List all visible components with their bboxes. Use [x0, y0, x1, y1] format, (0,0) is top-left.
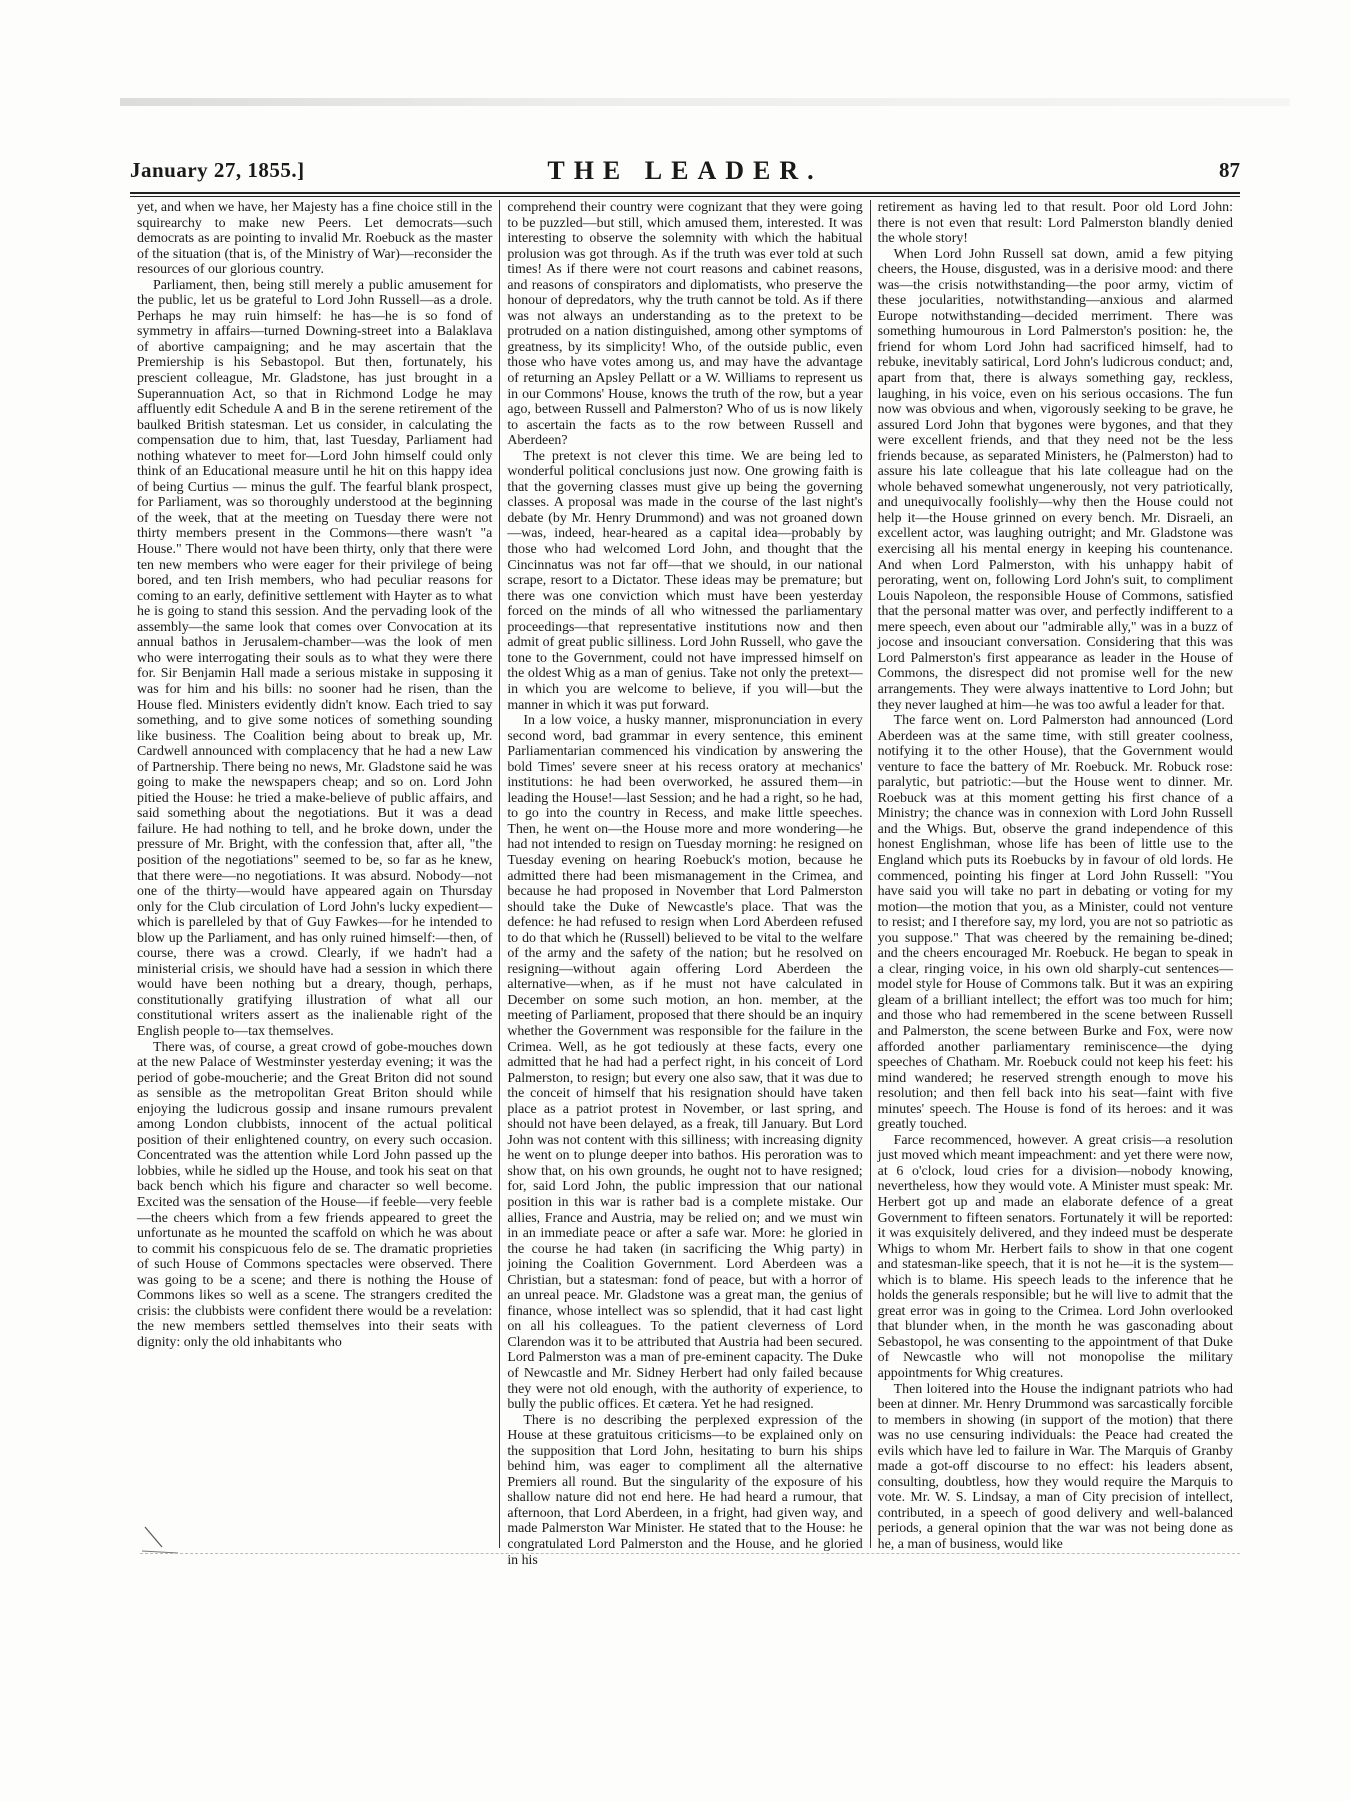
scan-bottom-edge — [140, 1553, 1240, 1554]
scan-top-edge — [120, 98, 1290, 106]
column-1 — [130, 200, 499, 1548]
paragraph: There is no describing the perplexed expression of the House at these gratuitous criticisms—to be explained only on the supposition that Lord John, hesitating to burn his ships behind him, was eager to compliment all the alternative Premiers all round. But the singularity of the exposure of his shallow nature did not end here. He had heard a rumour, that afternoon, that Lord Aberdeen, in a fright, had given way, and made Palmerston War Minister. He stated that to the House: he congratulated Lord Palmerston and the House, and he gloried in his — [507, 1412, 863, 1568]
newspaper-title: THE LEADER. — [547, 156, 823, 185]
paragraph: Parliament, then, being still merely a public amusement for the public, let us be grateful to Lord John Russell—as a drole. Perhaps he may ruin himself: he has—he is so fond of symmetry in affairs—turned Downing-street into a Balaklava of abortive campaigning; and he may ascertain that the Premiership is his Sebastopol. But then, fortunately, his prescient colleague, Mr. Gladstone, has just brought in a Superannuation Act, so that in Richmond Lodge he may affluently edit Schedule A and B in the serene retirement of the baulked British statesman. Let us consider, in calculating the compensation due to him, that, last Tuesday, Parliament had nothing whatever to meet for—Lord John himself could only think of an Educational measure until he hit on this happy idea of being Curtius — minus the gulf. The fearful blank prospect, for Parliament, was so thoroughly understood at the beginning of the week, that at the meeting on Tuesday there were not thirty members present in the Commons—there wasn't "a House." There would not have been thirty, only that there were ten new members who were eager for their privilege of being bored, and ten Irish members, who had peculiar reasons for coming to an early, definitive settlement with Hayter as to what he is going to stand this session. And the pervading look of the assembly—the same look that comes over Convocation at its annual bathos in Jerusalem-chamber—was the look of men who were interrogating their souls as to what they were there for. Sir Benjamin Hall made a serious mistake in supposing it was for him and his bills: no sooner had he risen, than the House fled. Ministers evidently didn't know. Each tried to say something, and to give some notices of something sounding like business. The Coalition being about to break up, Mr. Cardwell announced with complacency that he had a new Law of Partnership. There being no news, Mr. Gladstone said he was going to make the newspapers cheap; and so on. Lord John pitied the House: he tried a make-believe of public affairs, and said something about the negotiations. But it was a dead failure. He had nothing to tell, and he broke down, under the pressure of Mr. Bright, with the confession that, after all, "the position of the negotiations" seemed to be, so far as he knew, that there were—no negotiations. It was absurd. Nobody—not one of the thirty—would have appeared again on Thursday only for the Club circulation of Lord John's lucky expedient—which is parelleled by that of Guy Fawkes—for he intended to blow up the Parliament, and has only ruined himself:—then, of course, there was a crowd. Clearly, if we hadn't had a ministerial crisis, we should have had a session in which there would have been nothing but a dreary, though, perhaps, constitutionally gratifying illustration of what all our constitutional writers assert as the inalienable right of the English people to—tax themselves. — [137, 277, 493, 1039]
paragraph: When Lord John Russell sat down, amid a few pitying cheers, the House, disgusted, was in a derisive mood: and there was—the crisis notwithstanding—the poor army, victim of these jocularities, notwithstanding—anxious and alarmed Europe notwithstanding—decided merriment. There was something humourous in Lord Palmerston's position: he, the friend for whom Lord John had sacrificed himself, had to rebuke, inevitably satirical, Lord John's ludicrous conduct; and, apart from that, there is always something gay, reckless, laughing, in his voice, even on his serious occasions. The fun now was obvious and when, vigorously seeking to be grave, he assured Lord John that bygones were bygones, and that they were excellent friends, and that they need not be the less friends because, as separated Ministers, he (Palmerston) had to assure his late colleague that his late colleague had on the whole behaved somewhat ungenerously, not very patriotically, and unequivocally foolishly—why then the House could not help it—the House grinned on every bench. Mr. Disraeli, an excellent actor, was laughing outright; and Mr. Gladstone was exercising all his mental energy in keeping his countenance. And when Lord Palmerston, with his unhappy habit of perorating, went on, following Lord John's suit, to compliment Louis Napoleon, the responsible House of Commons, satisfied that the personal matter was over, and perfectly indifferent to a mere speech, even about our "admirable ally," was in a buzz of jocose and insouciant conversation. Considering that this was Lord Palmerston's first appearance as leader in the House of Commons, the disrespect did not promise well for the new arrangements. They were always inattentive to Lord John; but they never laughed at him—he was too awful a leader for that. — [877, 246, 1233, 713]
paragraph: In a low voice, a husky manner, mispronunciation in every second word, bad grammar in every sentence, this eminent Parliamentarian commenced his vindication by answering the bold Times' severe sneer at his recess oratory at mechanics' institutions: he had been overworked, he assured them—in leading the House!—last Session; and he had a right, so he had, to go into the country in Recess, and make little speeches. Then, he went on—the House more and more wondering—he had not intended to resign on Tuesday morning: he resigned on Tuesday evening on hearing Roebuck's motion, because he admitted there had been mismanagement in the Crimea, and because he had proposed in November that Lord Palmerston should take the Duke of Newcastle's place. That was the defence: he had refused to resign when Lord Aberdeen refused to do that which he (Russell) believed to be vital to the welfare of the army and the safety of the nation; but he resolved on resigning—without again offering Lord Aberdeen the alternative—when, as if he must not have calculated in December on some such motion, an hon. member, at the meeting of Parliament, proposed that there should be an inquiry whether the Government was responsible for the failure in the Crimea. Well, as he got tediously at these facts, every one admitted that he had had a perfect right, in his conceit of Lord Palmerston, to resign; but every one also saw, that it was due to the conceit of himself that his resignation should have taken place as a patriot protest in November, or last spring, and should not have been delayed, as a freak, till January. But Lord John was not content with this silliness; with increasing dignity he went on to plunge deeper into bathos. His peroration was to show that, on his own grounds, he ought not to have resigned; for, said Lord John, the public impression that our national position in this war is rather bad is a complete mistake. Our allies, France and Austria, may be relied on; and we must win in an immediate peace or after a safe war. More: he gloried in the course he had taken (in sacrificing the Whig party) in joining the Coalition Government. Lord Aberdeen was a Christian, but a statesman: fond of peace, but with a horror of an unreal peace. Mr. Gladstone was a great man, the genius of finance, whose intellect was so splendid, that it had cast light on all his colleagues. To the patient cleverness of Lord Clarendon was it to be attributed that Austria had been secured. Lord Palmerston was a man of pre-eminent capacity. The Duke of Newcastle and Mr. Sidney Herbert had only failed because they were not old enough, with the authority of experience, to bully the public offices. Et cætera. Yet he had resigned. — [507, 713, 863, 1413]
paragraph: retirement as having led to that result. Poor old Lord John: there is not even that result: Lord Palmerston blandly denied the whole story! — [877, 200, 1233, 247]
paragraph: comprehend their country were cognizant that they were going to be puzzled—but still, which amused them, interested. It was interesting to observe the solemnity with which the habitual prolusion was got through. As if the truth was ever told at such times! As if there were not court reasons and cabinet reasons, and reasons of conspirators and diplomatists, who preserve the honour of depredators, why the truth cannot be told. As if there was not always an understanding as to the pretext to be protruded on a nation distinguished, among other symptoms of greatness, by its simplicity! Who, of the outside public, even those who have votes among us, and may have the advantage of returning an Apsley Pellatt or a W. Williams to represent us in our Commons' House, knows the truth of the row, but a year ago, between Russell and Palmerston? Who of us is now likely to ascertain the facts as to the row between Russell and Aberdeen? — [507, 200, 863, 449]
masthead — [130, 158, 1240, 188]
paragraph: The farce went on. Lord Palmerston had announced (Lord Aberdeen was at the same time, with still greater coolness, notifying it to the other House), that the Government would venture to face the battery of Mr. Roebuck. Mr. Robuck rose: paralytic, but patriotic:—but the House went to dinner. Mr. Roebuck was at this moment getting his first chance of a Ministry; the chance was in connexion with Lord John Russell and the Whigs. But, observe the grand independence of this honest Englishman, whose life has been of little use to the England which puts its Roebucks by in favour of old lords. He commenced, pointing his finger at Lord John Russell: "You have said you will take no part in debating or voting for my motion—the motion that you, as a Minister, could not venture to resist; and I therefore say, my lord, you are not so patriotic as you suppose." That was cheered by the remaining be-dined; and the cheers encouraged Mr. Roebuck. He began to speak in a clear, ringing voice, in his own old sharply-cut sentences—model style for House of Commons talk. But it was an expiring gleam of a brilliant intellect; the effort was too much for him; and those who had remembered in the scene between Russell and Palmerston, the scene between Burke and Fox, were now afforded another parliamentary reminiscence—the dying speeches of Chatham. Mr. Roebuck could not keep his feet: his mind wandered; he reserved strength enough to move his resolution; and then fell back into his seat—faint with five minutes' speech. The House is fond of its heroes: and it was greatly touched. — [877, 713, 1233, 1133]
paragraph: yet, and when we have, her Majesty has a fine choice still in the squirearchy to make new Peers. Let democrats—such democrats as are pointing to invalid Mr. Roebuck as the master of the situation (that is, of the Ministry of War)—reconsider the resources of our glorious country. — [137, 200, 493, 278]
paragraph: Then loitered into the House the indignant patriots who had been at dinner. Mr. Henry Drummond was sarcastically forcible to members in showing (in support of the motion) that there was no use censuring individuals: the Peace had created the evils which have led to failure in War. The Marquis of Granby made a got-off discourse to no effect: his leaders absent, consulting, doubtless, how they would require the Marquis to vote. Mr. W. S. Lindsay, a man of City precision of intellect, contributed, in a speech of good delivery and well-balanced periods, a general opinion that the war was not being done as he, a man of business, would like — [877, 1381, 1233, 1553]
header-rule — [130, 192, 1240, 197]
paragraph: There was, of course, a great crowd of gobe-mouches down at the new Palace of Westminster yesterday evening; it was the period of gobe-moucherie; and the Great Briton did not sound as sensible as the metropolitan Great Briton should while enjoying the ludicrous gossip and insane rumours prevalent among London clubbists, innocent of the actual political position of their enlightened country, on every such occasion. Concentrated was the attention while Lord John passed up the lobbies, while he sidled up the House, and took his seat on that back bench which his figure and character so well become. Excited was the sensation of the House—if feeble—very feeble—the cheers which from a few friends appeared to greet the unfortunate as he mounted the scaffold on which he was about to commit his conspicuous felo de se. The dramatic proprieties of such House of Commons spectacles were observed. There was going to be a scene; and there is nothing the House of Commons likes so well as a scene. The strangers credited the crisis: the clubbists were confident there would be a revelation: the new members settled themselves into their seats with dignity: only the old inhabitants who — [137, 1039, 493, 1350]
page-number: 87 — [1219, 158, 1240, 182]
column-3 — [870, 200, 1240, 1553]
issue-date: January 27, 1855.] — [130, 158, 305, 182]
article-columns — [130, 200, 1240, 1568]
paragraph: The pretext is not clever this time. We are being led to wonderful political conclusions just now. One growing faith is that the governing classes must give up being the governing classes. A proposal was made in the course of the last night's debate (by Mr. Henry Drummond) and was not groaned down—was, indeed, hear-heared as a capital idea—probably by those who had welcomed Lord John, and thought that the Cincinnatus was not far off—that we should, in our national scrape, resort to a Dictator. These ideas may be premature; but there was one conviction which must have been yesterday forced on the minds of all who witnessed the parliamentary proceedings—that representative institutions now and then admit of great public silliness. Lord John Russell, who gave the tone to the Government, could not have impressed himself on the oldest Whig as a man of genius. Take not only the pretext—in which you are welcome to believe, if you will—but the manner in which it was put forward. — [507, 448, 863, 713]
column-2 — [499, 200, 869, 1568]
paragraph: Farce recommenced, however. A great crisis—a resolution just moved which meant impeachment: and yet there were now, at 6 o'clock, loud cries for a division—nobody knowing, nevertheless, how they would vote. A Minister must speak: Mr. Herbert got up and made an elaborate defence of a great Government to fifteen senators. Fortunately it will be reported: it was exquisitely delivered, and they indeed must be desperate Whigs to whom Mr. Herbert fails to show in that one cogent and statesman-like speech, that it is not he—it is the system—which is to blame. His speech leads to the inference that he holds the generals responsible; but he will live to admit that the great error was in going to the Crimea. Lord John overlooked that blunder when, in the month he was gasconading about Sebastopol, he was consenting to the appointment of that Duke of Newcastle who will not monopolise the military appointments for Whig creatures. — [877, 1132, 1233, 1382]
scan-mark-icon — [140, 1525, 180, 1555]
